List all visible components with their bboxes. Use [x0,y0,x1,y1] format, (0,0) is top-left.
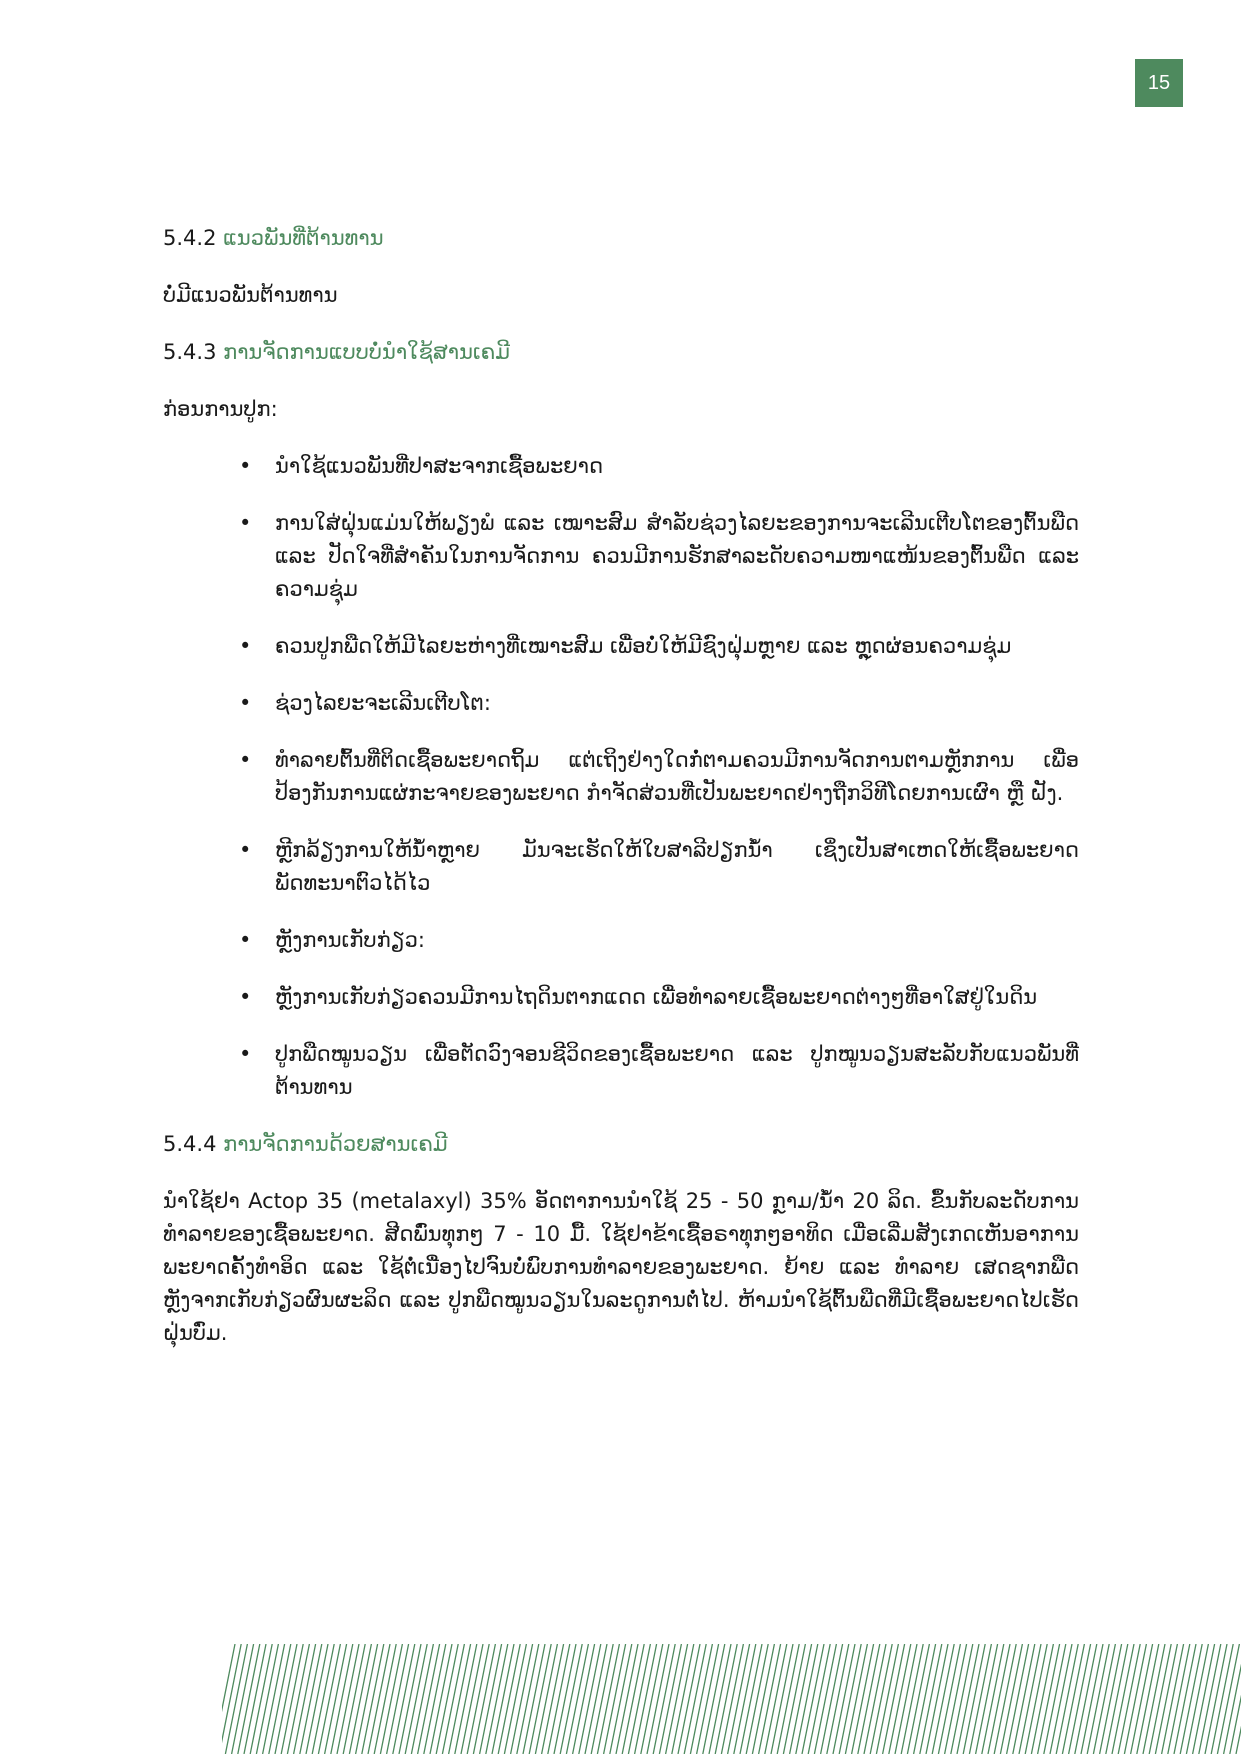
paragraph-chemical-control: ນຳໃຊ້ຢາ Actop 35 (metalaxyl) 35% ອັດຕາການນຳໃຊ້ 25 - 50 ກຼາມ/ນ້ຳ 20 ລິດ. ຂຶ້ນກັບລະດັບການທຳລາຍຂອງເຊື້ອພະຍາດ. ສີດພົ່ນທຸກໆ 7 - 10 ມື້. ໃຊ້ຢາຂ້າເຊື້ອຣາທຸກໆອາທິດ ເມື່ອເລີ່ມສັງເກດເຫັນອາການພະຍາດຄັ້ງທຳອິດ ແລະ ໃຊ້ຕໍ່ເນື່ອງໄປຈົນບໍ່ພົບການທຳລາຍຂອງພະຍາດ. ຍ້າຍ ແລະ ທຳລາຍ ເສດຊາກພືດ ຫຼັງຈາກເກັບກ່ຽວຜົນຜະລິດ ແລະ ປູກພືດໝູນວຽນໃນລະດູການຕໍ່ໄປ. ຫ້າມນຳໃຊ້ຕົ້ນພືດທີ່ມີເຊື້ອພະຍາດໄປເຮັດຝຸ່ນບົ່ມ. [163,1189,1079,1345]
list-item [239,981,1079,1014]
decorative-hatch-pattern [222,1644,1241,1754]
section-title: ແນວພັນທີ່ຕ້ານທານ [223,226,384,250]
list-item-text: ຫຼັງການເກັບກ່ຽວ: [275,928,425,952]
bullet-icon: • [239,838,252,862]
list-item [239,687,1079,720]
list-item-text: ນຳໃຊ້ແນວພັນທີ່ປາສະຈາກເຊື້ອພະຍາດ [275,454,604,478]
bullet-icon: • [239,511,252,535]
paragraph-resistant-varieties: ບໍ່ມີແນວພັນຕ້ານທານ [163,283,338,307]
list-item-text: ຄວນປູກພືດໃຫ້ມີໄລຍະຫ່າງທີ່ເໝາະສົມ ເພື່ອບໍ່ໃຫ້ມີຊົງຝຸ່ມຫຼາຍ ແລະ ຫຼຸດຜ່ອນຄວາມຊຸ່ມ [275,634,1012,658]
section-heading-5-4-4 [163,1128,1079,1161]
list-item-text: ຫຼັງການເກັບກ່ຽວຄວນມີການໄຖດິນຕາກແດດ ເພື່ອທຳລາຍເຊື້ອພະຍາດຕ່າງໆທີ່ອາໃສຢູ່ໃນດິນ [275,985,1038,1009]
section-heading-5-4-2 [163,222,1079,255]
list-item [239,834,1079,900]
list-item [239,1038,1079,1104]
list-item-text: ການໃສ່ຝຸ່ນແມ່ນໃຫ້ພຽງພໍ ແລະ ເໝາະສົມ ສຳລັບຊ່ວງໄລຍະຂອງການຈະເລີນເຕີບໂຕຂອງຕົ້ນພືດ ແລະ ປັດໃຈທີ່ສຳຄັນໃນການຈັດການ ຄວນມີການຮັກສາລະດັບຄວາມໜາແໜ້ນຂອງຕົ້ນພືດ ແລະ ຄວາມຊຸ່ມ [275,511,1079,601]
section-title: ການຈັດການດ້ວຍສານເຄມີ [223,1132,448,1156]
list-item-text: ປູກພືດໝູນວຽນ ເພື່ອຕັດວົງຈອນຊີວິດຂອງເຊື້ອພະຍາດ ແລະ ປູກໝູນວຽນສະລັບກັບແນວພັນທີ່ຕ້ານທານ [275,1042,1079,1099]
bullet-icon: • [239,748,252,772]
list-item [239,744,1079,810]
section-number: 5.4.4 [163,1132,217,1156]
list-item-text: ຫຼີກລ້ຽງການໃຫ້ນ້ຳຫຼາຍ ມັນຈະເຮັດໃຫ້ໃບສາລີປຽກນ້ຳ ເຊິ່ງເປັນສາເຫດໃຫ້ເຊື້ອພະຍາດພັດທະນາຕົວໄດ້ໄວ [275,838,1079,895]
section-heading-5-4-3 [163,336,1079,369]
list-item-text: ທຳລາຍຕົ້ນທີ່ຕິດເຊື້ອພະຍາດຖິ້ມ ແຕ່ເຖິງຢ່າງໃດກໍ່ຕາມຄວນມີການຈັດການຕາມຫຼັກການ ເພື່ອປ້ອງກັນການແຜ່ກະຈາຍຂອງພະຍາດ ກຳຈັດສ່ວນທີ່ເປັນພະຍາດຢ່າງຖືກວິທີໂດຍການເຜົາ ຫຼື ຝັງ. [275,748,1079,805]
paragraph-before-planting: ກ່ອນການປູກ: [163,397,278,421]
document-body [163,222,1079,1374]
bullet-icon: • [239,985,252,1009]
section-title: ການຈັດການແບບບໍ່ນຳໃຊ້ສານເຄມີ [223,340,510,364]
bullet-list [163,450,1079,1104]
bullet-icon: • [239,691,252,715]
bullet-icon: • [239,928,252,952]
list-item [239,630,1079,663]
bullet-icon: • [239,634,252,658]
section-number: 5.4.3 [163,340,217,364]
list-item-text: ຊ່ວງໄລຍະຈະເລີນເຕີບໂຕ: [275,691,491,715]
list-item [239,924,1079,957]
section-number: 5.4.2 [163,226,217,250]
list-item [239,507,1079,606]
list-item [239,450,1079,483]
page-number: 15 [1135,59,1183,107]
bullet-icon: • [239,454,252,478]
bullet-icon: • [239,1042,252,1066]
